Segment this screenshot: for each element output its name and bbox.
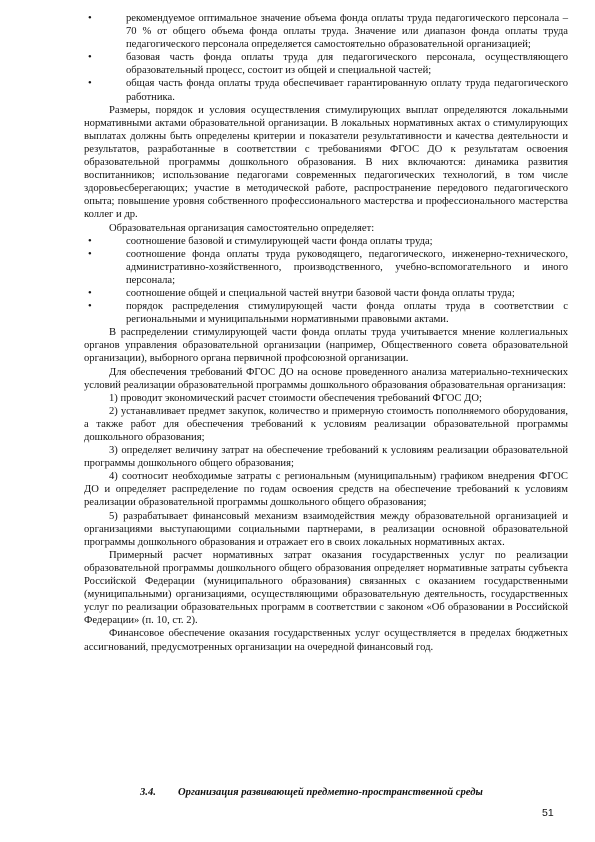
bullet-mark: • (88, 287, 92, 299)
bullet-mark: • (88, 13, 92, 24)
bullet-item (84, 300, 568, 326)
bullet-text: соотношение фонда оплаты труда руководящего, педагогического, инженерно-технического, административно-хозяйственного, производственного, учебно-вспомогательного и иного персонала; (126, 248, 568, 286)
bullet-text: рекомендуемое оптимальное значение объема фонда оплаты труда педагогического персонала – 70 % от общего объема фонда оплаты труда. Значение или диапазон фонда оплаты труда педагогического персонала определяется самостоятельно образовательной организацией; (126, 13, 568, 51)
numbered-item: 3) определяет величину затрат на обеспечение требований к условиям реализации образовательной программы дошкольного общего образования; (84, 445, 568, 470)
page-number: 51 (542, 807, 554, 819)
paragraph: Образовательная организация самостоятельно определяет: (109, 222, 375, 234)
bullet-item (84, 51, 568, 77)
section-number: 3.4. (140, 787, 156, 798)
paragraph: Финансовое обеспечение оказания государственных услуг осуществляется в пределах бюджетных ассигнований, предусмотренных организации на очередной финансовый год. (84, 628, 568, 653)
numbered-item: 2) устанавливает предмет закупок, количество и примерную стоимость пополняемого оборудования, а также работ для обеспечения требований к условиям реализации образовательной программы дошкольного образования; (84, 405, 568, 443)
bullet-item (84, 287, 568, 300)
bullet-text: порядок распределения стимулирующей части фонда оплаты труда в соответствии с региональными и муниципальными нормативными правовыми актами. (126, 301, 568, 326)
numbered-item: 1) проводит экономический расчет стоимости обеспечения требований ФГОС ДО; (109, 392, 483, 404)
paragraph: Примерный расчет нормативных затрат оказания государственных услуг по реализации образовательной программы дошкольного общего образования определяет нормативные затраты субъекта Российской Федерации (муниципального образования) связанных с оказанием государственными (муниципальными) организациями, осуществляющими образовательную деятельность, государственных услуг по реализации образовательных программ в соответствии с законом «Об образовании в Российской Федерации» (п. 10, ст. 2). (84, 549, 568, 627)
bullet-text: общая часть фонда оплаты труда обеспечивает гарантированную оплату труда педагогического работника. (126, 78, 568, 103)
bullet-item (84, 12, 568, 51)
bullet-text: соотношение общей и специальной частей внутри базовой части фонда оплаты труда; (126, 287, 515, 299)
bullet-mark: • (88, 248, 92, 260)
document-page (84, 12, 568, 654)
bullet-mark: • (88, 52, 92, 64)
paragraph: В распределении стимулирующей части фонда оплаты труда учитывается мнение коллегиальных органов управления образовательной организации (например, Общественного совета образовательной организации), выборного органа первичной профсоюзной организации. (84, 327, 568, 365)
bullet-text: соотношение базовой и стимулирующей части фонда оплаты труда; (126, 235, 433, 247)
paragraph: Размеры, порядок и условия осуществления стимулирующих выплат определяются локальными нормативными актами образовательной организации. В локальных нормативных актах о стимулирующих выплатах должны быть определены критерии и показатели результативности и качества деятельности и результатов, разработанные в соответствии с требованиями ФГОС ДО к результатам освоения образовательной программы дошкольного образования. В них включаются: динамика развития воспитанников; использование педагогами современных педагогических технологий, в том числе здоровьесберегающих; участие в методической работе, распространение передового педагогического опыта; повышение уровня собственного профессионального мастерства и профессионального мастерства коллег и др. (84, 104, 568, 221)
bullet-item (84, 235, 568, 248)
bullet-mark: • (88, 78, 92, 90)
bullet-text: базовая часть фонда оплаты труда для педагогического персонала, осуществляющего образовательный процесс, состоит из общей и специальной частей; (126, 52, 568, 77)
numbered-item: 4) соотносит необходимые затраты с региональным (муниципальным) графиком внедрения ФГОС ДО и определяет распределение по годам освоения средств на обеспечение требований к условиям реализации образовательной программы дошкольного общего образования; (84, 471, 568, 509)
paragraph: Для обеспечения требований ФГОС ДО на основе проведенного анализа материально-технических условий реализации образовательной программы дошкольного образования образовательная организация: (84, 366, 568, 391)
section-title: Организация развивающей предметно-пространственной среды (178, 787, 483, 798)
bullet-mark: • (88, 301, 92, 313)
bullet-item (84, 248, 568, 287)
numbered-item: 5) разрабатывает финансовый механизм взаимодействия между образовательной организацией и организациями выступающими социальными партнерами, в реализации основной образовательной программы дошкольного образования и отражает его в своих локальных нормативных актах. (84, 510, 568, 548)
section-heading (140, 786, 560, 799)
bullet-mark: • (88, 235, 92, 247)
bullet-item (84, 77, 568, 103)
